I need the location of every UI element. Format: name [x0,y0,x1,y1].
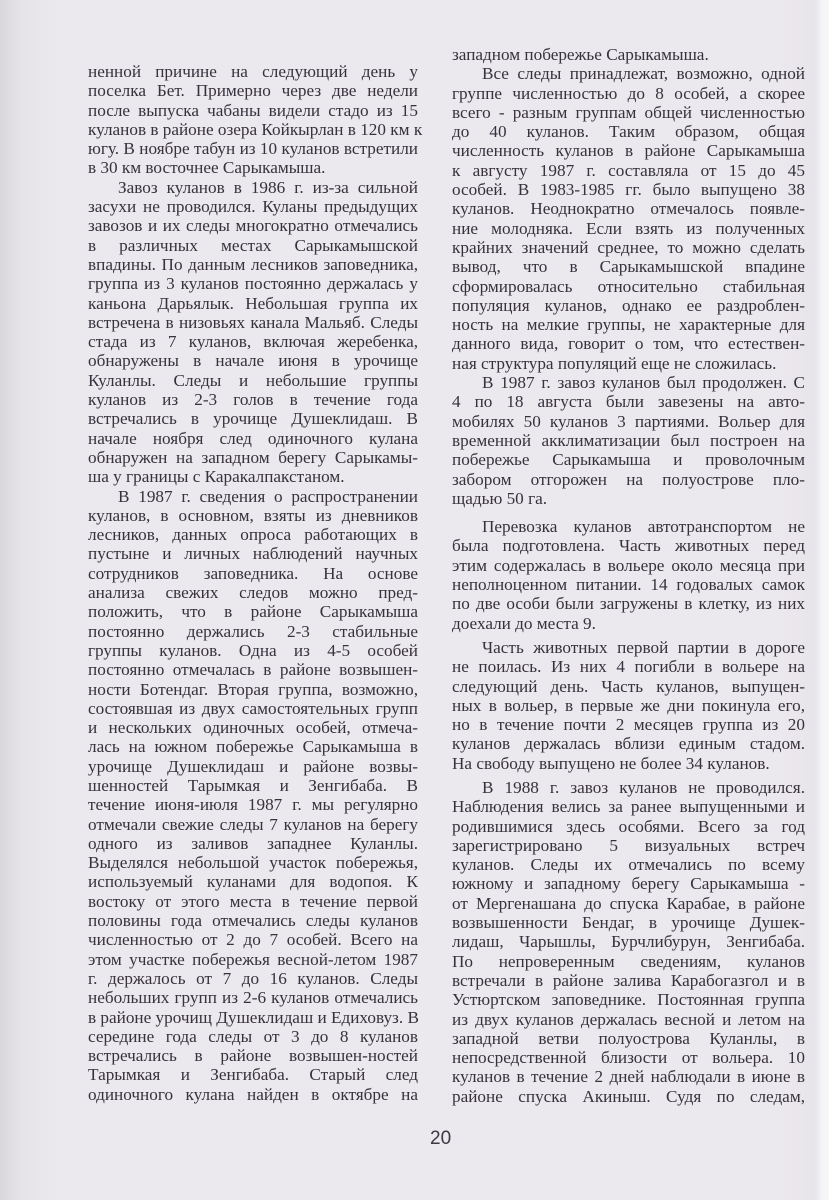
text-line: доехали до места 9. [452,613,596,633]
paragraph [452,638,805,773]
text-line: после выпуска чабаны видели стадо из 15 [88,100,418,120]
text-line: в районе урочищ Душеклидаш и Едиховуз. В [88,1007,419,1027]
text-line: куланов в районе озера Койкырлан в 120 км к [88,119,423,139]
text-line: лидаш, Чарышлы, Бурчлибурун, Зенгибаба. [452,932,805,952]
text-line: По непроверенным сведениям, куланов [452,951,805,971]
text-line: южному и западному берегу Сарыкамыша - [452,874,805,894]
text-line: непосредственной близости от вольера. 10 [452,1048,805,1068]
text-line: к августу 1987 г. составляла от 15 до 45 [452,160,805,180]
text-line: группе численностью до 8 особей, а скорее [452,83,805,103]
text-line: Куланлы. Следы и небольшие группы [88,370,418,390]
text-line: г. держалось от 7 до 16 куланов. Следы [88,968,418,988]
text-line: была подготовлена. Часть животных перед [452,536,805,556]
text-line: впадины. По данным лесников заповедника, [88,254,418,274]
text-line: куланов держалась вблизи единым стадом. [452,734,805,754]
text-line: обнаружен на западном берегу Сарыкамы- [88,447,418,467]
text-line: ша у границы с Каракалпакстаном. [88,467,345,487]
text-line: щадью 50 га. [452,488,548,508]
text-line: родившимися здесь особями. Всего за год [452,816,805,836]
text-line: небольших групп из 2-6 куланов отмечались [88,988,418,1008]
text-line: пустыне и личных наблюдений научных [88,544,418,564]
text-line: ных в вольер, в первые же дни покинула его, [452,695,805,715]
text-line: ности Ботендаг. Вторая группа, возможно, [88,679,418,699]
text-line: по две особи были загружены в клетку, из них [452,594,805,614]
text-line: побережье Сарыкамыша и проволочным [452,450,805,470]
text-line: На свободу выпущено не более 34 куланов. [452,753,770,773]
text-line: неполноценном питании. 14 годовалых самок [452,575,805,595]
text-line: постоянно отмечалась в районе возвышен- [88,660,418,680]
text-line: половины года отмечались следы куланов [88,911,418,931]
text-line: группа из 3 куланов постоянно держалась у [88,274,418,294]
text-column-left [88,62,423,1104]
text-line: отмечали свежие следы 7 куланов на берегу [88,814,418,834]
text-line: одного из заливов западнее Куланлы. [88,833,418,853]
text-line: середине года следы от 3 до 8 куланов [88,1026,418,1046]
text-line: районе спуска Акиныш. Судя по следам, [452,1086,805,1106]
paragraph [452,45,805,64]
text-line: куланов. Следы их отмечались по всему [452,855,805,875]
text-line: сотрудников заповедника. На основе [88,563,418,583]
text-line: В 1987 г. завоз куланов был продолжен. С [482,373,805,393]
text-line: востоку от этого места в течение первой [88,891,418,911]
text-line: Все следы принадлежат, возможно, одной [482,64,805,84]
text-line: этим содержалась в вольере около месяца при [452,555,805,575]
text-line: вывод, что в Сарыкамышской впадине [452,257,805,277]
text-line: положить, что в районе Сарыкамыша [88,602,418,622]
text-line: крайних значений среднее, то можно сделать [452,237,805,257]
text-line: численность куланов в районе Сарыкамыша [452,141,805,161]
text-line: ность на мелкие группы, не характерные для [452,315,805,335]
text-line: западном побережье Сарыкамыша. [452,45,709,64]
text-line: состоявшая из двух самостоятельных групп [88,698,418,718]
text-line: ние молодняка. Если взять из полученных [452,218,805,238]
text-line: В 1988 г. завоз куланов не проводился. [482,777,805,797]
paragraph [88,487,418,1105]
text-line: из двух куланов держалась весной и летом на [452,1009,805,1029]
text-line: от Мергенашана до спуска Карабае, в районе [452,893,805,913]
text-line: всего - разным группам общей численностью [452,102,805,122]
text-line: стада из 7 куланов, включая жеребенка, [88,332,418,352]
text-line: куланов в течение 2 дней наблюдали в июне в [452,1067,805,1087]
text-line: Устюртском заповеднике. Постоянная группа [452,990,805,1010]
text-line: временной акклиматизации был построен на [452,430,805,450]
text-line: и нескольких одиночных особей, отмеча- [88,718,418,738]
text-line: встречались в урочище Душеклидаш. В [88,409,418,429]
text-line: встречена в низовьях канала Мальяб. Следы [88,312,418,332]
paragraph [88,178,418,487]
text-line: не поилась. Из них 4 погибли в вольере на [452,657,805,677]
text-line: урочище Душеклидаш и районе возвы- [88,756,418,776]
text-line: Перевозка куланов автотранспортом не [482,517,805,537]
text-line: 4 по 18 августа были завезены на авто- [452,392,805,412]
text-line: следующий день. Часть куланов, выпущен- [452,676,805,696]
text-line: используемый куланами для водопоя. К [88,872,418,892]
text-line: лась на южном побережье Сарыкамыша в [88,737,418,757]
text-line: группы куланов. Одна из 4-5 особей [88,640,418,660]
text-line: популяция куланов, однако ее раздроблен- [452,295,805,315]
text-line: анализа свежих следов можно пред- [88,583,418,603]
text-line: этом участке побережья весной-летом 1987 [88,949,418,969]
text-line: Часть животных первой партии в дороге [482,637,805,657]
text-line: куланов из 2-3 голов в течение года [88,390,418,410]
text-line: поселка Бет. Примерно через две недели [88,81,418,101]
text-line: одиночного кулана найден в октябре на [88,1084,418,1104]
page-number: 20 [430,1128,452,1149]
text-line: югу. В ноябре табун из 10 куланов встретили [88,139,418,159]
text-line: Тарымкая и Зенгибаба. Старый след [88,1065,418,1085]
text-line: в 30 км восточнее Сарыкамыша. [88,158,326,178]
text-line: завозов и их следы многократно отмечались [88,216,418,236]
text-line: в различных местах Сарыкамышской [88,235,418,255]
text-line: встречали в районе залива Карабогазгол и в [452,970,805,990]
text-line: каньона Дарьялык. Небольшая группа их [88,293,418,313]
text-line: данного вида, говорит о том, что естествен- [452,334,805,354]
text-line: ная структура популяций еще не сложилась. [452,353,777,373]
text-line: начале ноября след одиночного кулана [88,428,418,448]
text-line: течение июня-июля 1987 г. мы регулярно [88,795,418,815]
paragraph [88,62,423,178]
text-line: Выделялся небольшой участок побережья, [88,853,418,873]
text-line: засухи не проводился. Куланы предыдущих [88,197,418,217]
text-line: обнаружены в начале июня в урочище [88,351,418,371]
text-line: сформировалась относительно стабильная [452,276,805,296]
paragraph [452,517,805,633]
text-line: численностью от 2 до 7 особей. Всего на [88,930,418,950]
paragraph [452,64,805,373]
paragraph [452,778,805,1106]
text-line: до 40 куланов. Таким образом, общая [452,122,805,142]
text-line: Наблюдения велись за ранее выпущенными и [452,797,805,817]
text-line: мобилях 50 куланов 3 партиями. Вольер для [452,411,805,431]
paragraph [452,373,805,508]
text-line: забором отгорожен на полуострове пло- [452,469,805,489]
text-line: куланов. Неоднократно отмечалось появле- [452,199,805,219]
text-line: особей. В 1983-1985 гг. было выпущено 38 [452,180,805,200]
text-line: западной ветви полуострова Куланлы, в [452,1028,805,1048]
text-line: встречались в районе возвышен-ностей [88,1046,418,1066]
text-column-right [452,45,805,1106]
text-line: зарегистрировано 5 визуальных встреч [452,835,805,855]
text-line: лесников, данных опроса работающих в [88,525,418,545]
text-line: постоянно держались 2-3 стабильные [88,621,418,641]
text-line: В 1987 г. сведения о распространении [118,486,418,506]
text-line: куланов, в основном, взяты из дневников [88,505,418,525]
text-line: но в течение почти 2 месяцев группа из 20 [452,715,805,735]
text-line: шенностей Тарымкая и Зенгибаба. В [88,775,418,795]
text-line: возвышенности Бендаг, в урочище Душек- [452,913,805,933]
text-line: Завоз куланов в 1986 г. из-за сильной [118,177,418,197]
text-line: ненной причине на следующий день у [88,62,418,81]
